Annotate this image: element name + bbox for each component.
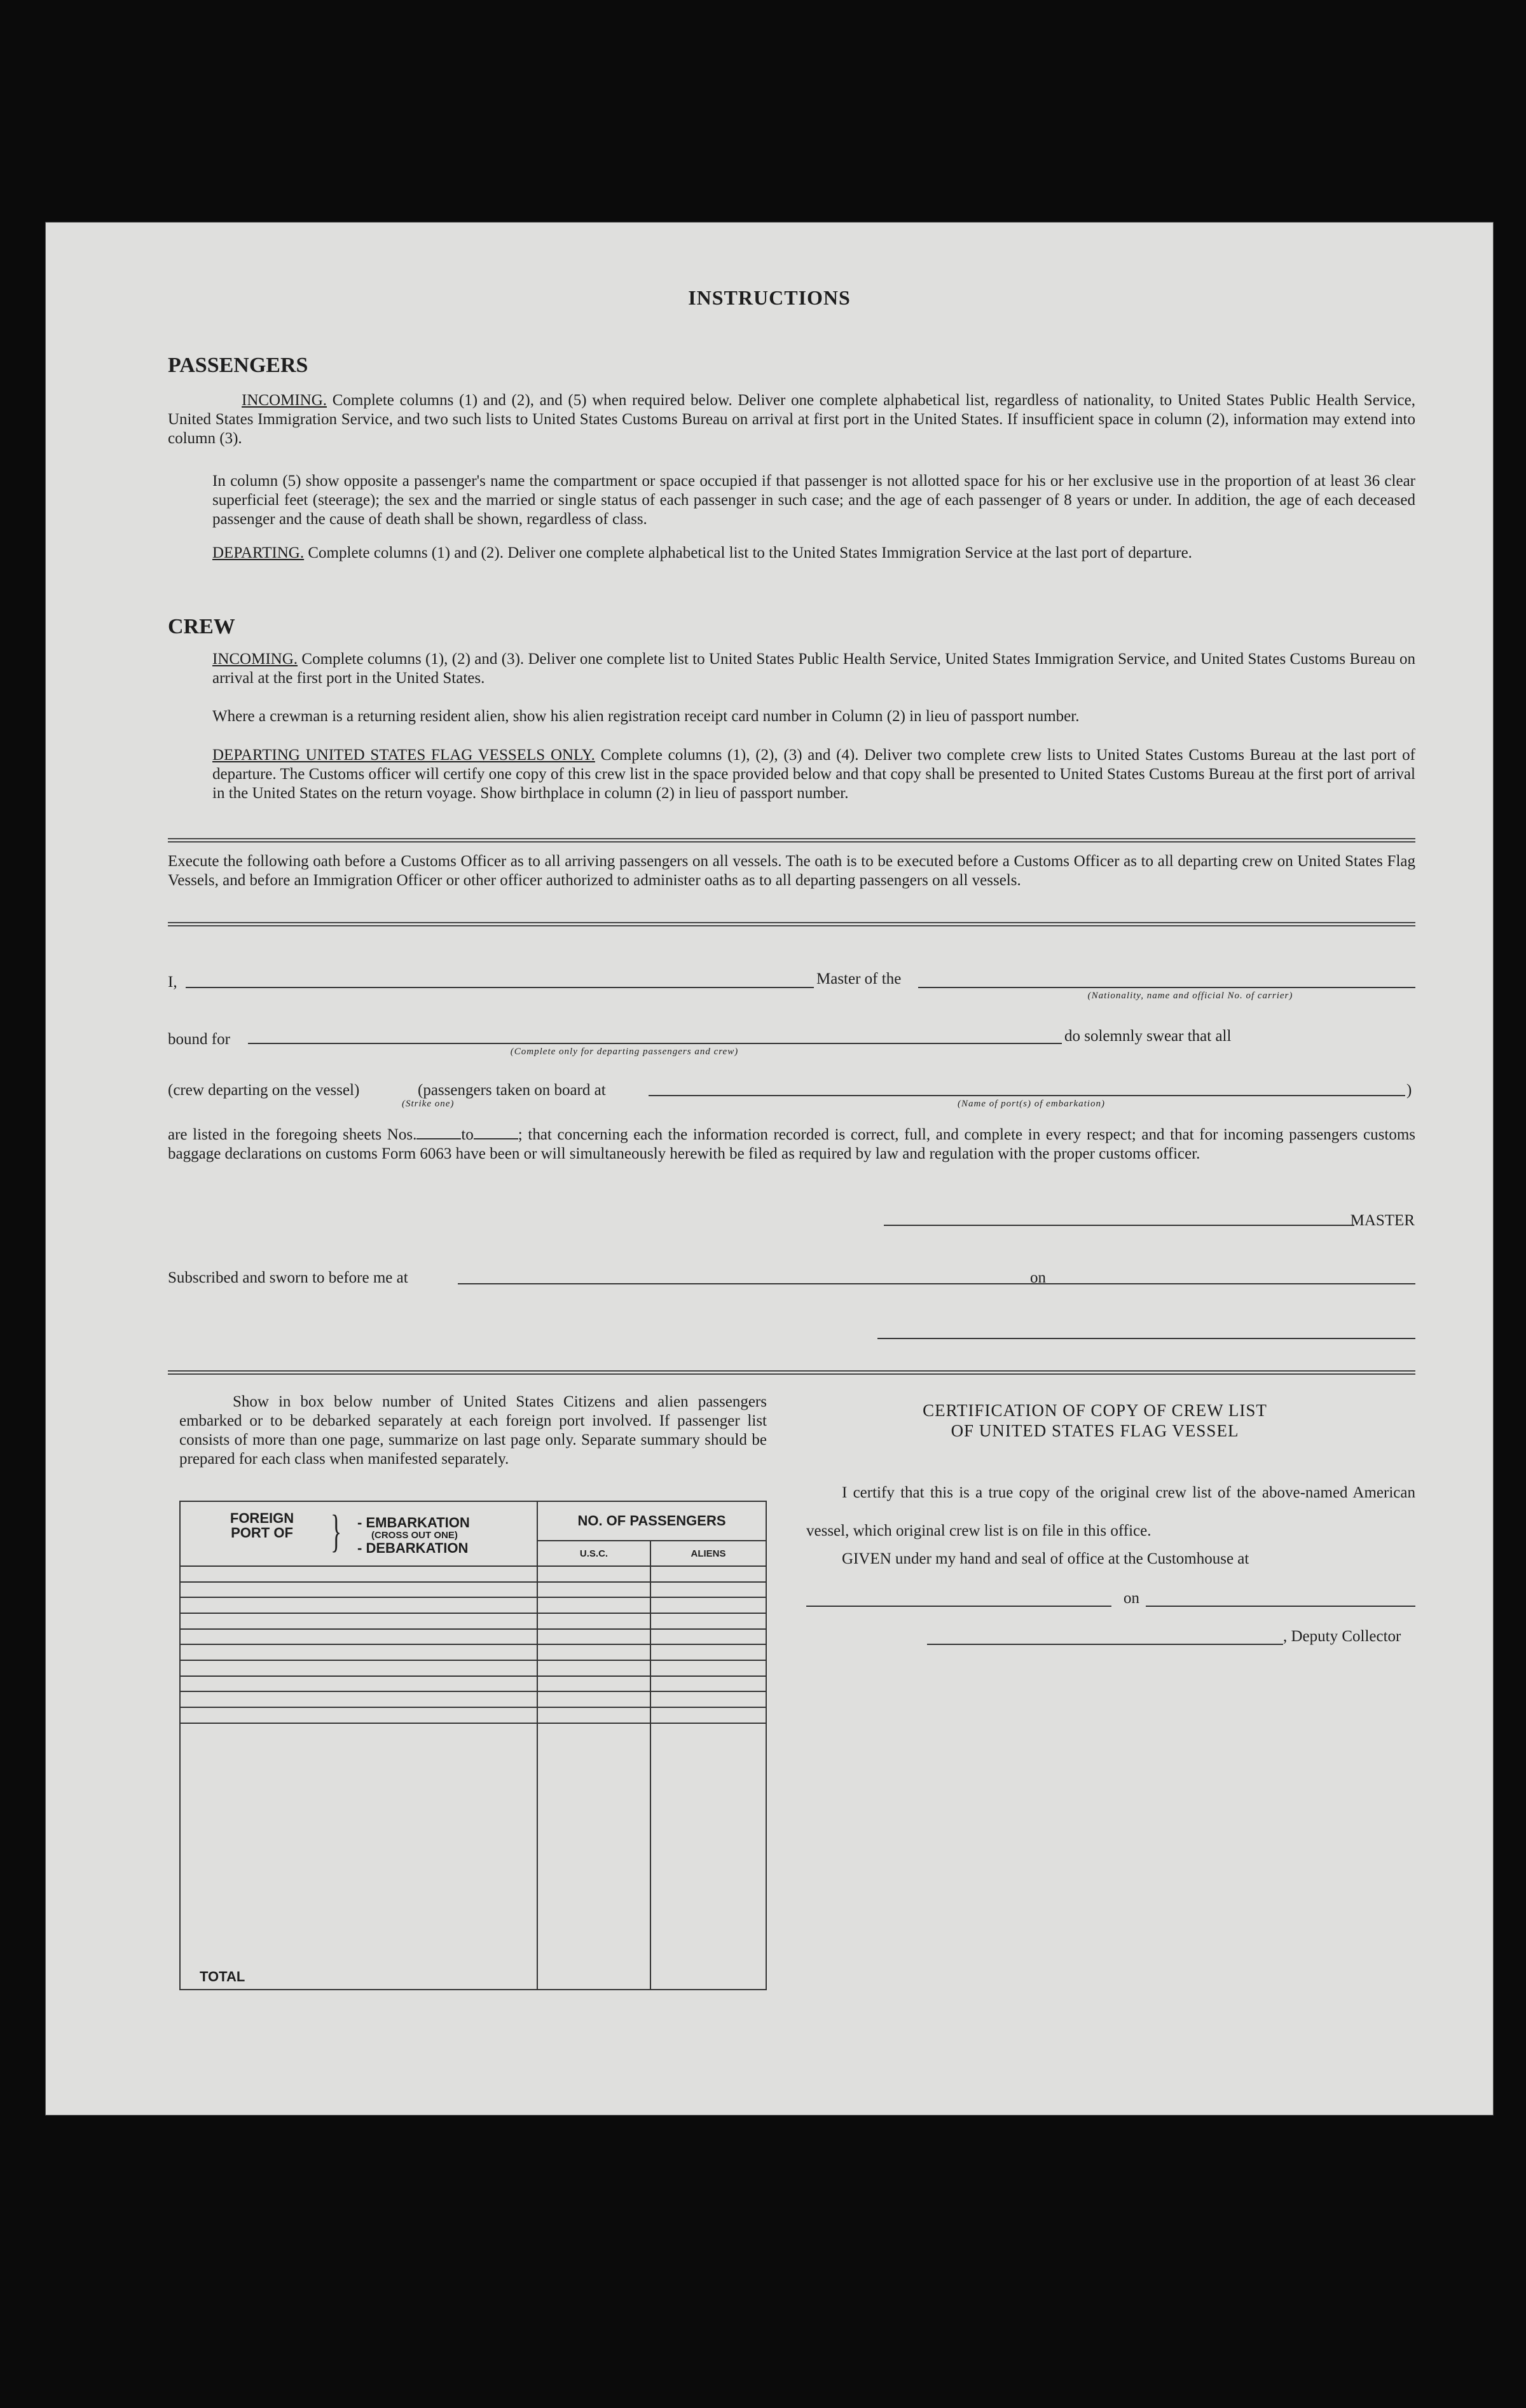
usc-header: U.S.C. [537,1541,650,1566]
aliens-cell[interactable] [650,1707,766,1723]
foreign-port-label: FOREIGN PORT OF [230,1510,294,1541]
port-cell[interactable] [180,1613,537,1629]
total-label: TOTAL [180,1723,537,1990]
foreign-port-header [180,1501,537,1566]
listed-paragraph [168,1125,1415,1164]
aliens-cell[interactable] [650,1660,766,1676]
master-of-the-label: Master of the [816,970,902,987]
table-row [180,1582,766,1598]
crew-incoming-paragraph [212,650,1415,688]
listed-text-b: ; that concerning each the information recorded is correct, full, and complete in every respect; and that for incoming passengers customs baggage declarations on customs Form 6063 have been or will simultaneously herewith be filed as required by law and regulation with the proper customs officer. [168,1126,1416,1162]
crew-departing-label: DEPARTING UNITED STATES FLAG VESSELS ONLY. [212,746,595,764]
double-rule [168,922,1415,926]
port-cell[interactable] [180,1691,537,1707]
crew-departing-option[interactable]: (crew departing on the vessel) [168,1082,360,1099]
passengers-departing-paragraph [212,544,1415,563]
crew-departing-paragraph [212,746,1415,803]
no-of-passengers-header: NO. OF PASSENGERS [537,1501,766,1541]
master-label: MASTER [1350,1212,1415,1229]
table-header-row [180,1501,766,1541]
passengers-departing-label: DEPARTING. [212,544,305,561]
table-row [180,1644,766,1660]
bound-for-label: bound for [168,1031,230,1048]
aliens-cell[interactable] [650,1613,766,1629]
port-cell[interactable] [180,1566,537,1582]
master-name-field[interactable] [186,987,814,988]
passengers-incoming-text: Complete columns (1) and (2), and (5) when required below. Deliver one complete alphabetical list, regardless of nationality, to United States Public Health Service, United States Immigration Service, and two such lists to United States Customs Bureau on arrival at first port in the United States. If insufficient space in column (2), information may extend into column (3). [168,392,1416,447]
sworn-place-field[interactable] [458,1283,1024,1284]
listed-to: to [461,1126,474,1143]
debarkation-option[interactable]: - DEBARKATION [357,1540,469,1556]
embarkation-option[interactable]: - EMBARKATION [357,1515,470,1531]
swear-label: do solemnly swear that all [1064,1028,1232,1045]
passenger-summary-table [179,1501,767,1990]
brace-icon: } [331,1506,342,1557]
aliens-cell[interactable] [650,1676,766,1692]
aliens-total-cell[interactable] [650,1723,766,1990]
port-cell[interactable] [180,1644,537,1660]
double-rule [168,838,1415,843]
port-cell[interactable] [180,1629,537,1645]
cross-out-note: (CROSS OUT ONE) [371,1530,458,1541]
crew-departing-text: Complete columns (1), (2), (3) and (4). Deliver two complete crew lists to United States Customs Bureau at the last port of departure. The Customs officer will certify one copy of this crew list in the space provided below and that copy shall be presented to United States Customs Bureau at the first port of arrival in the United States on the return voyage. Show birthplace in column (2) in lieu of passport number. [212,746,1415,802]
usc-total-cell[interactable] [537,1723,650,1990]
usc-cell[interactable] [537,1707,650,1723]
aliens-cell[interactable] [650,1597,766,1613]
strike-one-caption: (Strike one) [402,1099,455,1109]
sheet-no-to-field[interactable] [474,1138,518,1139]
passengers-heading: PASSENGERS [168,354,308,377]
certification-text: I certify that this is a true copy of the original crew list of the above-named American vessel, which original crew list is on file in this office. [806,1484,1415,1539]
port-cell[interactable] [180,1597,537,1613]
deputy-signature-field[interactable] [927,1644,1283,1645]
page-title: INSTRUCTIONS [688,286,851,309]
certification-date-field[interactable] [1146,1606,1415,1607]
table-row [180,1597,766,1613]
sworn-date-field[interactable] [1024,1283,1415,1284]
oath-instructions: Execute the following oath before a Customs Officer as to all arriving passengers on all vessels. The oath is to be executed before a Customs Officer as to all departing crew on United States Flag Vessels, and before an Immigration Officer or other officer authorized to administer oaths as to all departing passengers on all vessels. [168,853,1415,889]
usc-cell[interactable] [537,1566,650,1582]
certification-heading-line2: OF UNITED STATES FLAG VESSEL [951,1421,1239,1440]
port-cell[interactable] [180,1582,537,1598]
table-row [180,1660,766,1676]
usc-cell[interactable] [537,1597,650,1613]
port-cell[interactable] [180,1660,537,1676]
usc-cell[interactable] [537,1629,650,1645]
usc-cell[interactable] [537,1582,650,1598]
passengers-incoming-label: INCOMING. [242,392,327,409]
table-row [180,1676,766,1692]
usc-cell[interactable] [537,1644,650,1660]
aliens-cell[interactable] [650,1691,766,1707]
aliens-cell[interactable] [650,1644,766,1660]
embarkation-port-field[interactable] [649,1095,1405,1096]
passengers-column5-paragraph: In column (5) show opposite a passenger's name the compartment or space occupied if that passenger is not allotted space for his or her exclusive use in the proportion of at least 36 clear superficial feet (steerage); the sex and the married or single status of each passenger in such case; and the age of each passenger of 8 years or under. In addition, the age of each deceased passenger and the cause of death shall be shown, regardless of class. [212,472,1415,528]
certification-on-label: on [1124,1590,1139,1607]
usc-cell[interactable] [537,1660,650,1676]
given-text: GIVEN under my hand and seal of office at the Customhouse at [842,1550,1249,1567]
double-rule [168,1370,1415,1375]
passengers-taken-option[interactable]: (passengers taken on board at [418,1082,606,1099]
usc-cell[interactable] [537,1676,650,1692]
passengers-incoming-paragraph [168,391,1415,448]
table-row [180,1613,766,1629]
total-row [180,1723,766,1990]
bound-for-field[interactable] [248,1043,1062,1044]
customhouse-field[interactable] [806,1606,1111,1607]
crew-heading: CREW [168,615,235,638]
carrier-caption: (Nationality, name and official No. of carrier) [1087,991,1293,1001]
deputy-collector-label: , Deputy Collector [1283,1628,1401,1645]
sworn-on-label: on [1030,1269,1046,1286]
instructions-page [46,223,1493,2115]
passengers-departing-text: Complete columns (1) and (2). Deliver one complete alphabetical list to the United States Immigration Service at the last port of departure. [308,544,1192,561]
table-row [180,1629,766,1645]
listed-text-a: are listed in the foregoing sheets Nos. [168,1126,417,1143]
officer-signature-field[interactable] [877,1338,1415,1339]
crew-incoming-label: INCOMING. [212,650,298,668]
aliens-cell[interactable] [650,1566,766,1582]
summary-note: Show in box below number of United States Citizens and alien passengers embarked or to be debarked separately at each foreign port involved. If passenger list consists of more than one page, summarize on last page only. Separate summary should be prepared for each class when manifested separately. [179,1393,767,1468]
crew-resident-paragraph: Where a crewman is a returning resident alien, show his alien registration receipt card number in Column (2) in lieu of passport number. [212,708,1080,725]
table-row [180,1707,766,1723]
carrier-field[interactable] [918,987,1415,988]
usc-cell[interactable] [537,1691,650,1707]
aliens-cell[interactable] [650,1582,766,1598]
sheet-no-from-field[interactable] [416,1138,461,1139]
table-row [180,1691,766,1707]
crew-incoming-text: Complete columns (1), (2) and (3). Deliver one complete list to United States Public Health Service, United States Immigration Service, and United States Customs Bureau on arrival at the first port in the United States. [212,650,1415,687]
aliens-header: ALIENS [650,1541,766,1566]
certification-heading [809,1400,1381,1441]
embarkation-caption: (Name of port(s) of embarkation) [958,1099,1105,1109]
subscribed-label: Subscribed and sworn to before me at [168,1269,408,1286]
port-cell[interactable] [180,1707,537,1723]
usc-cell[interactable] [537,1613,650,1629]
oath-i: I, [168,974,177,991]
departing-caption: (Complete only for departing passengers and crew) [510,1047,739,1057]
table-row [180,1566,766,1582]
aliens-cell[interactable] [650,1629,766,1645]
certification-heading-line1: CERTIFICATION OF COPY OF CREW LIST [923,1401,1267,1420]
port-cell[interactable] [180,1676,537,1692]
close-paren: ) [1406,1082,1412,1099]
master-signature-field[interactable] [884,1225,1354,1226]
